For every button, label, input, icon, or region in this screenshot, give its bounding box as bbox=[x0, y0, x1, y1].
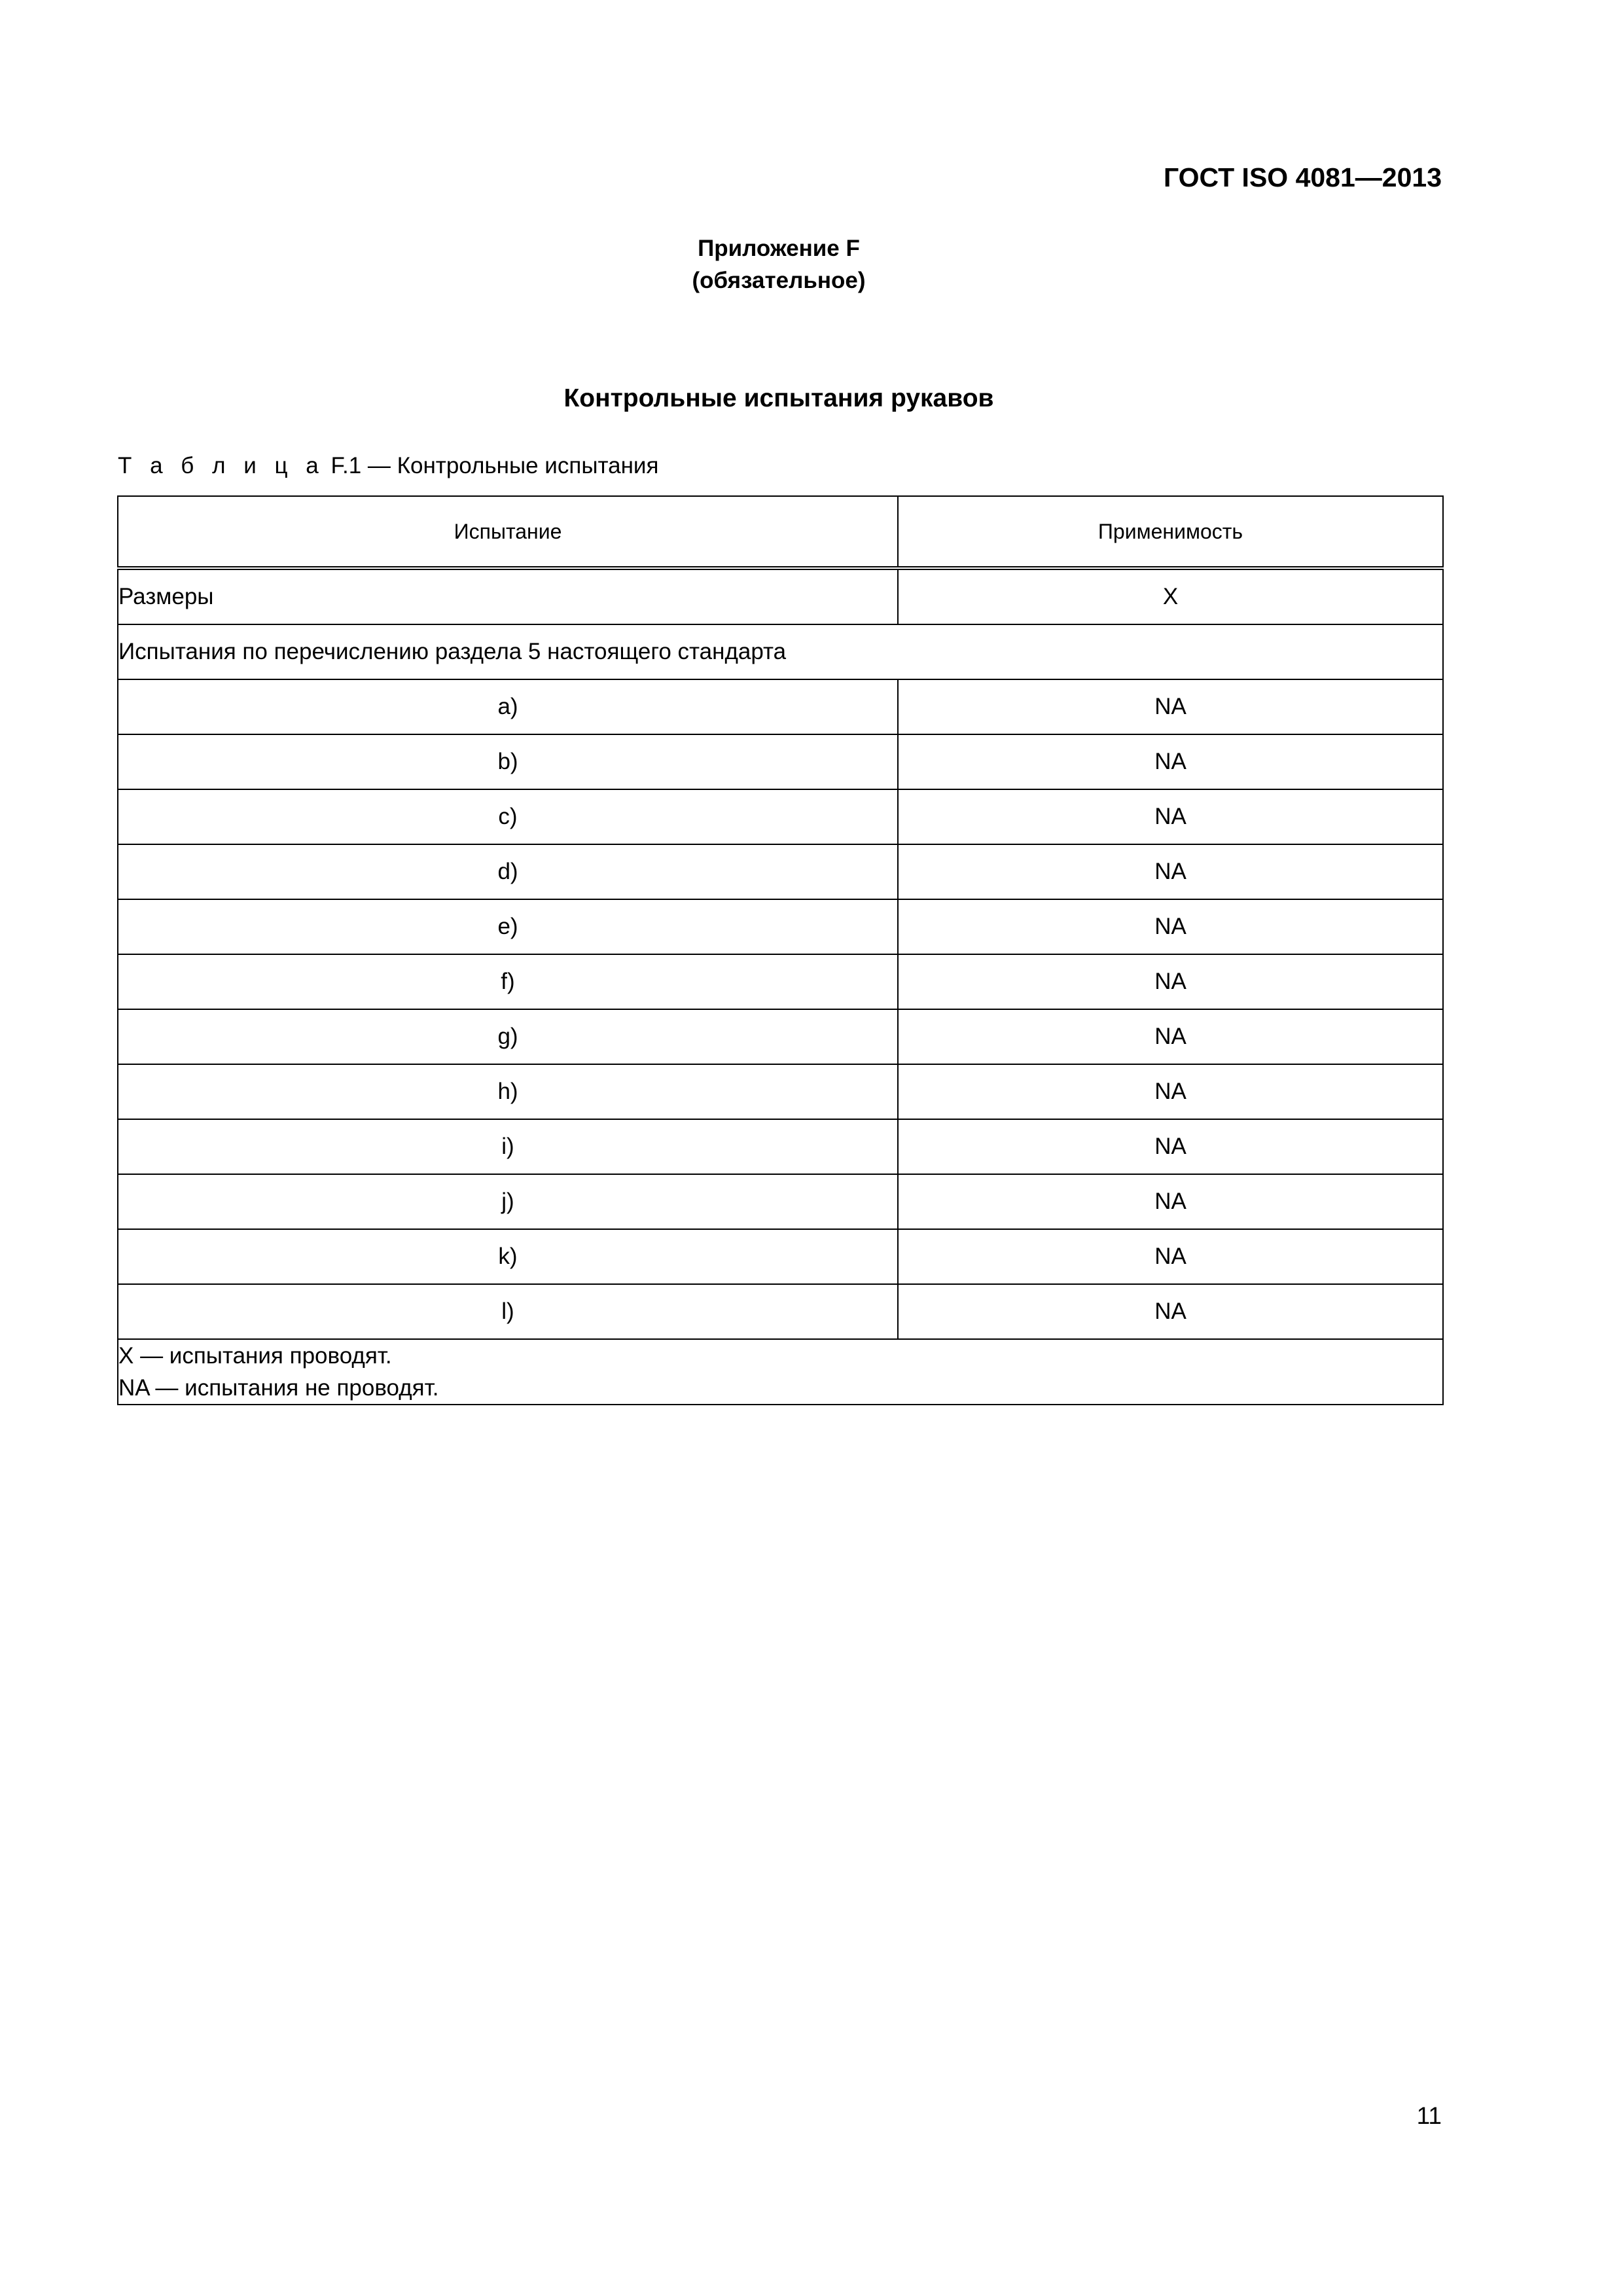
table-row-group bbox=[118, 624, 1443, 679]
table-caption-prefix: Т а б л и ц а bbox=[118, 453, 325, 478]
table-header-row bbox=[118, 496, 1443, 568]
applicability-value: NA bbox=[898, 1064, 1443, 1119]
test-item: h) bbox=[118, 1064, 898, 1119]
annex-status: (обязательное) bbox=[692, 268, 866, 293]
applicability-value: NA bbox=[898, 844, 1443, 899]
table-row bbox=[118, 954, 1443, 1009]
table-row bbox=[118, 789, 1443, 844]
standard-number: ГОСТ ISO 4081—2013 bbox=[1163, 162, 1442, 192]
group-row-label: Испытания по перечислению раздела 5 настоящего стандарта bbox=[118, 624, 1443, 679]
table-caption bbox=[118, 450, 658, 482]
applicability-value: NA bbox=[898, 1119, 1443, 1174]
table-row bbox=[118, 1174, 1443, 1229]
test-item: b) bbox=[118, 734, 898, 789]
test-item: j) bbox=[118, 1174, 898, 1229]
table-caption-text: F.1 — Контрольные испытания bbox=[330, 453, 659, 478]
test-item: f) bbox=[118, 954, 898, 1009]
column-header-test: Испытание bbox=[118, 496, 898, 568]
test-item: d) bbox=[118, 844, 898, 899]
section-heading: Контрольные испытания рукавов bbox=[563, 384, 994, 412]
table-row bbox=[118, 1229, 1443, 1284]
applicability-value: NA bbox=[898, 1229, 1443, 1284]
applicability-value: NA bbox=[898, 789, 1443, 844]
test-item: l) bbox=[118, 1284, 898, 1339]
dimensions-value: X bbox=[898, 568, 1443, 624]
table-row bbox=[118, 844, 1443, 899]
table-row bbox=[118, 1064, 1443, 1119]
table-row bbox=[118, 1119, 1443, 1174]
column-header-applicability: Применимость bbox=[898, 496, 1443, 568]
test-item: e) bbox=[118, 899, 898, 954]
annex-title: Приложение F bbox=[698, 236, 860, 261]
applicability-value: NA bbox=[898, 1009, 1443, 1064]
test-item: g) bbox=[118, 1009, 898, 1064]
applicability-value: NA bbox=[898, 954, 1443, 1009]
page-number: 11 bbox=[1416, 2102, 1442, 2129]
applicability-value: NA bbox=[898, 1174, 1443, 1229]
table-legend-row bbox=[118, 1339, 1443, 1405]
legend-line-na: NA — испытания не проводят. bbox=[118, 1375, 439, 1401]
applicability-value: NA bbox=[898, 899, 1443, 954]
control-tests-table bbox=[117, 495, 1444, 1405]
table-legend bbox=[118, 1339, 1443, 1405]
applicability-value: NA bbox=[898, 679, 1443, 734]
legend-line-x: X — испытания проводят. bbox=[118, 1343, 392, 1369]
table-row bbox=[118, 734, 1443, 789]
test-item: i) bbox=[118, 1119, 898, 1174]
test-item: k) bbox=[118, 1229, 898, 1284]
table-row-dimensions bbox=[118, 568, 1443, 624]
table-row bbox=[118, 679, 1443, 734]
applicability-value: NA bbox=[898, 734, 1443, 789]
table-row bbox=[118, 1009, 1443, 1064]
annex-heading bbox=[0, 232, 1558, 296]
applicability-value: NA bbox=[898, 1284, 1443, 1339]
test-item: a) bbox=[118, 679, 898, 734]
table-row bbox=[118, 899, 1443, 954]
dimensions-label: Размеры bbox=[118, 568, 898, 624]
table-row bbox=[118, 1284, 1443, 1339]
test-item: c) bbox=[118, 789, 898, 844]
